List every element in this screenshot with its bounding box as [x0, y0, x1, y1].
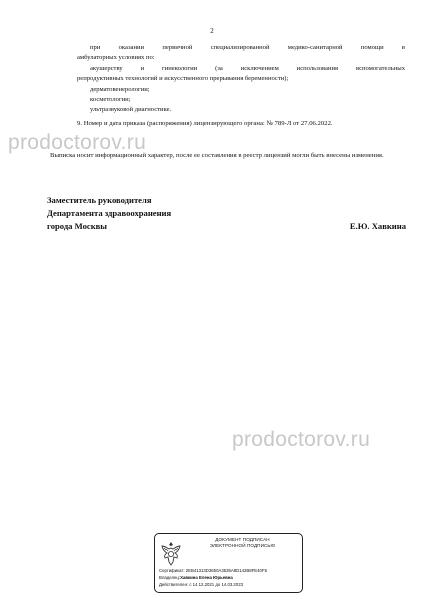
body-line-4: репродуктивных технологий и искусственного прерывания беременности);	[77, 75, 289, 82]
stamp-certificate-row	[159, 568, 267, 574]
body-line-1	[90, 44, 405, 52]
body-line-5: дерматовенерологии;	[90, 86, 150, 93]
signatory-name: Е.Ю. Хавкина	[349, 221, 406, 231]
signatory-title-line-1: Заместитель руководителя	[47, 195, 152, 205]
body-word: гинекологии	[162, 65, 198, 72]
watermark-bottom: prodoctorov.ru	[232, 428, 371, 451]
electronic-signature-stamp	[154, 533, 303, 593]
body-word: использования	[296, 65, 339, 72]
order-number-note: 9. Номер и дата приказа (распоряжения) лицензирующего органа: № 789-Л от 27.06.2022.	[77, 120, 333, 127]
stamp-heading-line-1: ДОКУМЕНТ ПОДПИСАН	[215, 537, 270, 542]
signatory-title-line-3: города Москвы	[47, 221, 108, 231]
certificate-value: 2EB41313D3650A3536A8D142B8FE40F5	[185, 568, 267, 573]
owner-value: Хавкина Елена Юрьевна	[180, 575, 233, 580]
body-word: акушерству	[90, 65, 123, 72]
coat-of-arms-icon	[159, 540, 183, 568]
stamp-heading-line-2: ЭЛЕКТРОННОЙ ПОДПИСЬЮ	[209, 543, 276, 548]
body-word: первичной	[162, 44, 193, 51]
body-line-3	[90, 65, 405, 73]
body-word: специализированной	[210, 44, 270, 51]
body-word: при	[90, 44, 101, 51]
stamp-owner-row	[159, 575, 233, 581]
body-word: в	[401, 44, 405, 51]
watermark-top: prodoctorov.ru	[8, 131, 147, 154]
extract-disclaimer: Выписка носит информационный характер, после ее составления в реестр лицензий могли быть внесены изменения.	[50, 152, 384, 159]
certificate-label: Сертификат:	[159, 568, 185, 573]
body-word: вспомогательных	[356, 65, 405, 72]
body-word: помощи	[360, 44, 384, 51]
body-line-2: амбулаторных условиях по:	[77, 54, 155, 61]
body-word: оказании	[118, 44, 145, 51]
body-word: медико-санитарной	[287, 44, 343, 51]
valid-label: Действителен:	[159, 582, 189, 587]
body-word: исключением	[240, 65, 279, 72]
body-line-6: косметологии;	[90, 96, 131, 103]
stamp-valid-row	[159, 582, 243, 588]
body-word: (за	[215, 65, 223, 72]
stamp-heading	[185, 537, 300, 549]
body-word: и	[140, 65, 145, 72]
signatory-title-line-2: Департамента здравоохранения	[47, 208, 172, 218]
page-number: 2	[210, 27, 214, 35]
owner-label: Владелец:	[159, 575, 181, 580]
valid-value: с 14.12.2021 до 14.03.2023	[189, 582, 243, 587]
body-line-7: ультразвуковой диагностике.	[90, 106, 172, 113]
